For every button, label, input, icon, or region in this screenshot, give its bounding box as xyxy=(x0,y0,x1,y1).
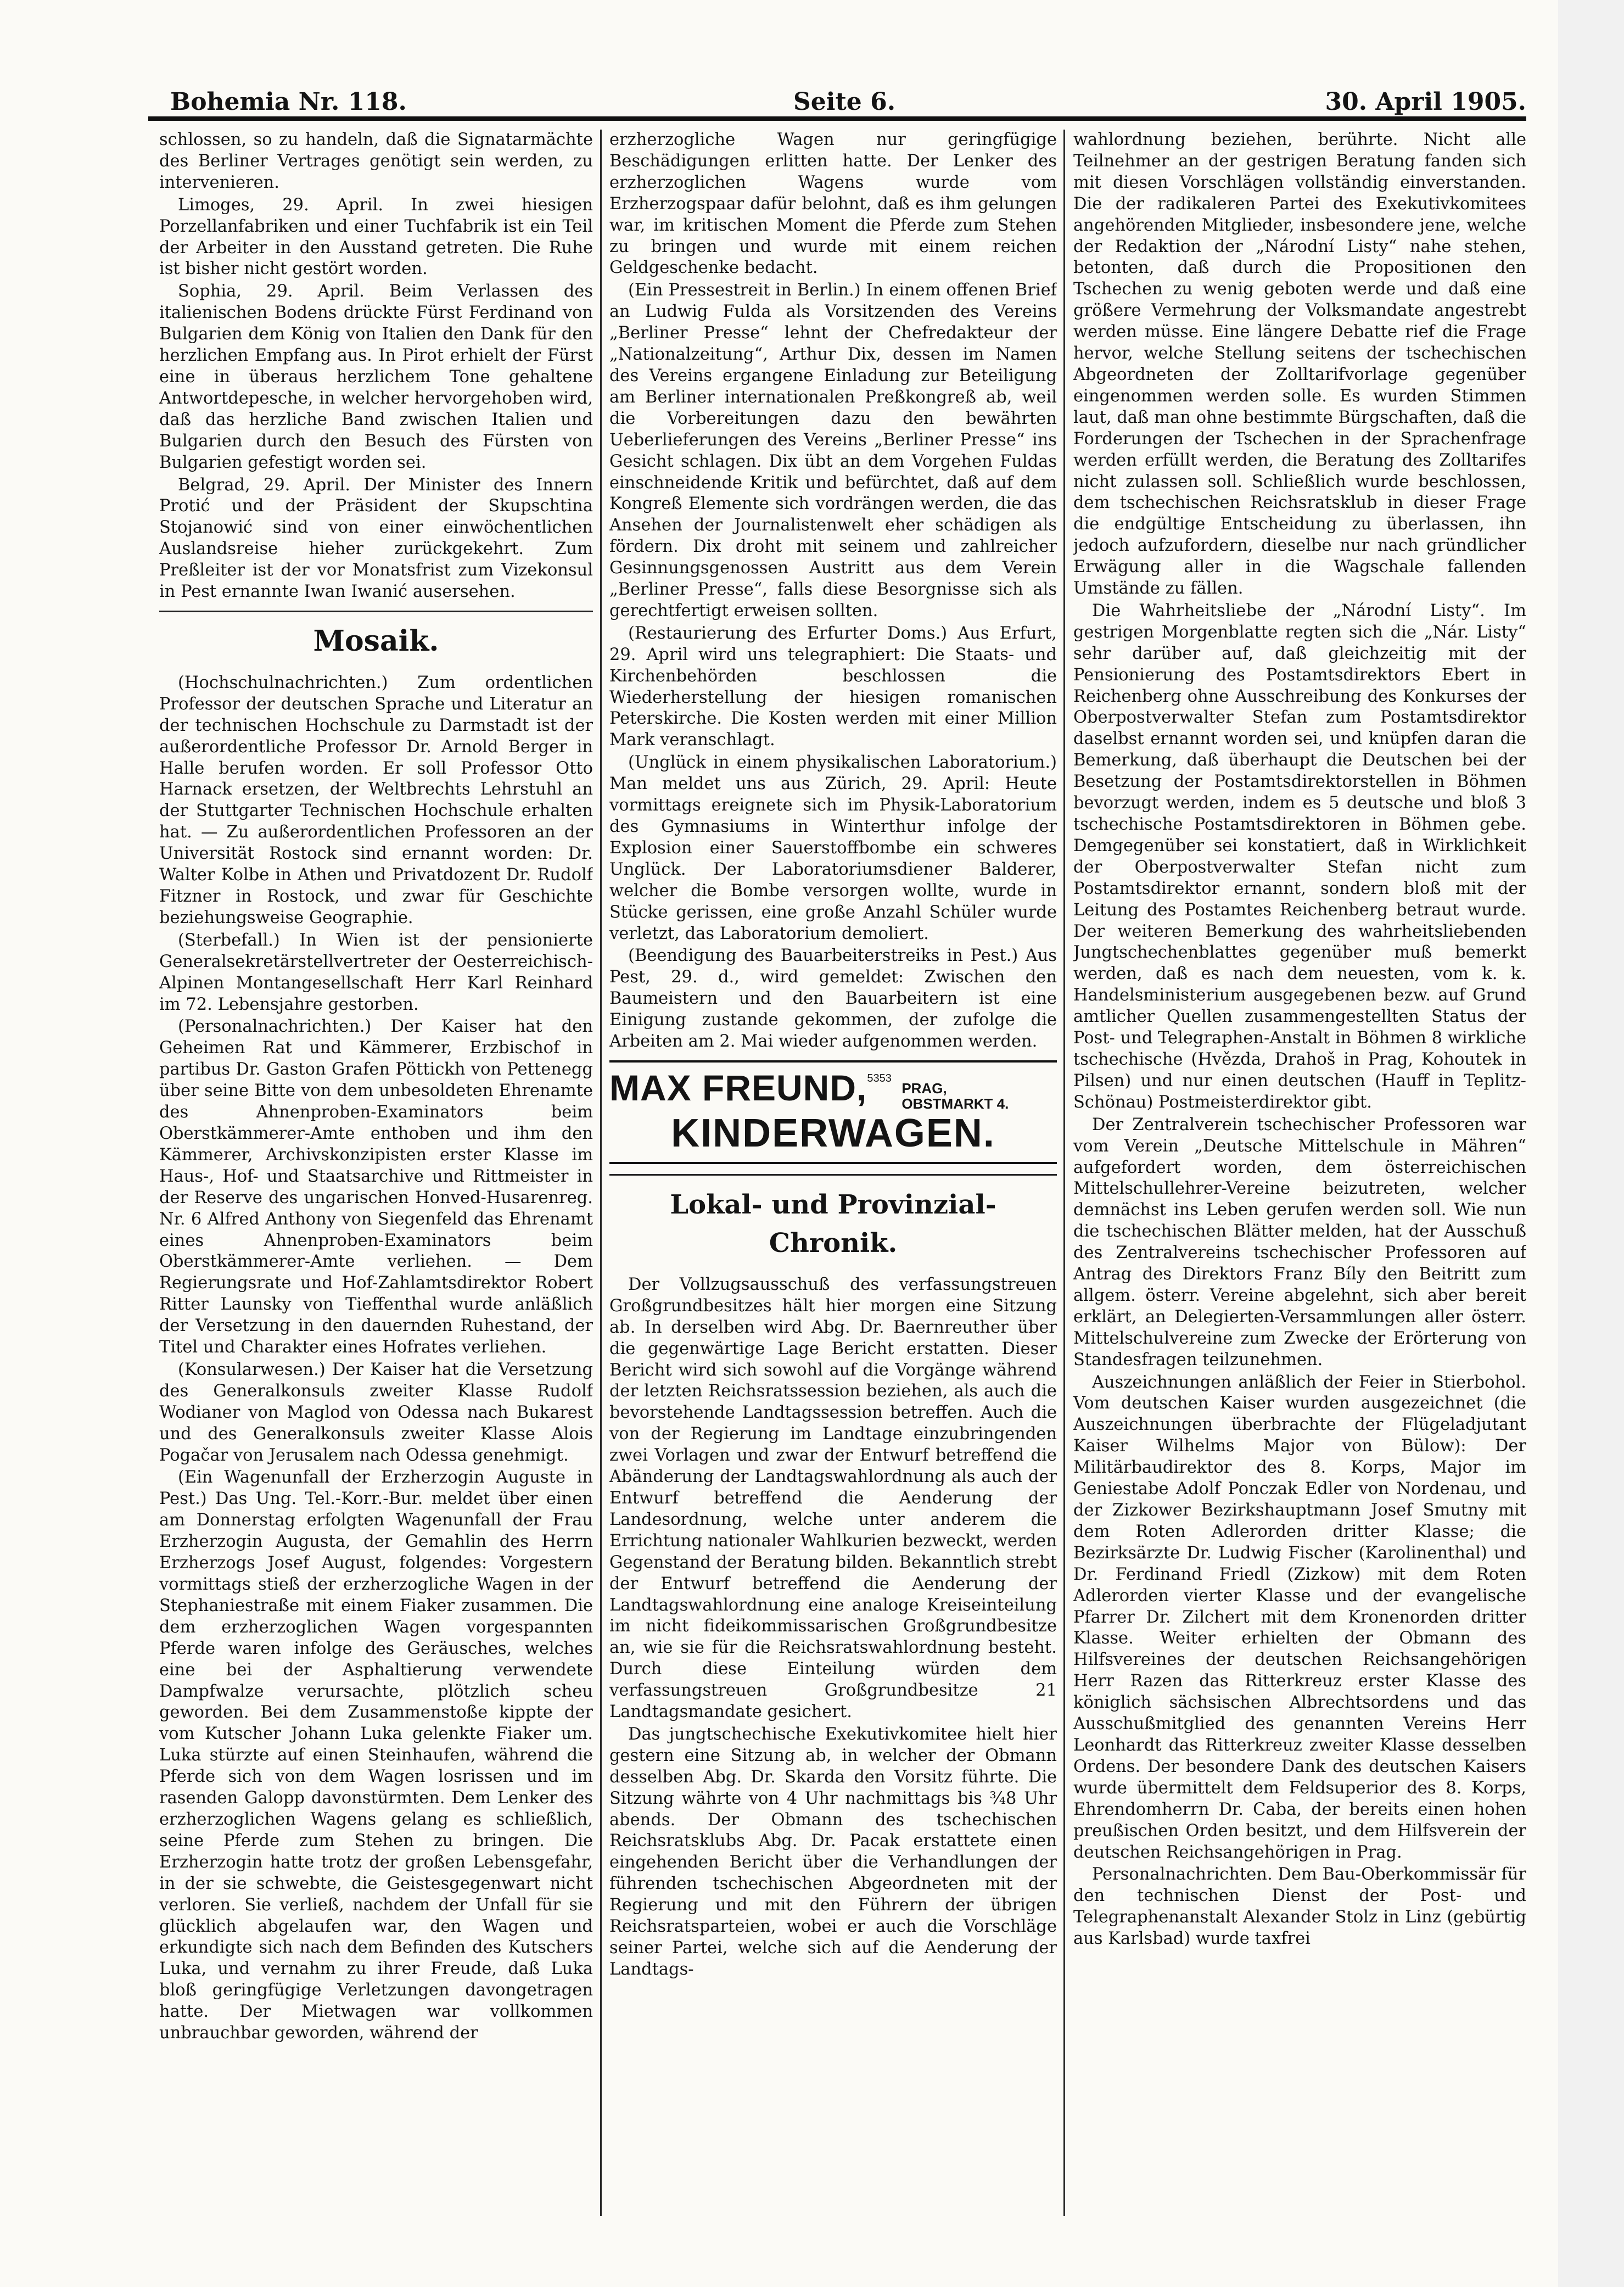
article-limoges: Limoges, 29. April. In zwei hiesigen Porzellanfabriken und einer Tuchfabrik ist ein Teil der Arbeiter in den Ausstand getreten. Die Ruhe ist bisher nicht gestört worden. xyxy=(159,195,593,279)
article-hochschulnachrichten: (Hochschulnachrichten.) Zum ordentlichen Professor der deutschen Sprache und Literatur an der technischen Hochschule zu Darmstadt ist der außerordentliche Professor Dr. Arnold Berger in Halle berufen worden. Er soll Professor Otto Harnack ersetzen, der Weltbrechts Lehrstuhl an der Stuttgarter Technischen Hochschule erhalten hat. — Zu außerordentlichen Professoren an der Universität Rostock sind ernannt worden: Dr. Walter Kolbe in Athen und Privatdozent Dr. Rudolf Fitzner in Rostock, und zwar für Geschichte beziehungsweise Geographie. xyxy=(159,673,593,927)
ad-product: KINDERWAGEN. xyxy=(671,1111,995,1155)
header-masthead: Bohemia Nr. 118. xyxy=(170,88,407,116)
ad-phone-number: 5353 xyxy=(867,1072,892,1084)
header-date: 30. April 1905. xyxy=(1325,88,1526,116)
column-1 xyxy=(159,130,593,2216)
section-title-mosaik: Mosaik. xyxy=(313,624,439,658)
article-exekutivkomitee: Das jungtschechische Exekutivkomitee hielt hier gestern eine Sitzung ab, in welcher der Obmann desselben Abg. Dr. Skarda den Vorsitz führte. Die Sitzung währte von 4 Uhr nachmittags bis ¾8 Uhr abends. Der Obmann des tschechischen Reichsratsklubs Abg. Dr. Pacak erstattete einen eingehenden Bericht über die Verhandlungen der führenden tschechischen Abgeordneten mit der Regierung und mit den Führern der übrigen Reichsratsparteien, wobei er auch die Vorschläge seiner Partei, welche sich auf die Aenderung der Landtags- xyxy=(609,1724,1057,1979)
section-divider xyxy=(609,1174,1057,1176)
advertisement xyxy=(609,1060,1057,1164)
section-divider xyxy=(159,611,593,612)
column-rule xyxy=(600,130,602,2216)
ad-address xyxy=(901,1081,1009,1111)
article-wahrheitsliebe: Die Wahrheitsliebe der „Národní Listy“. Im gestrigen Morgenblatte regten sich die „Nár. Listy“ sehr darüber auf, daß gleichzeitig mit der Pensionierung des Postamtsdirektors Ebert in Reichenberg ohne Ausschreibung des Konkurses der Oberpostverwalter Stefan zum Postamtsdirektor daselbst ernannt worden sei, und knüpfen daran die Bemerkung, daß überhaupt die Deutschen bei der Besetzung der Postamtsdirektorstellen in Böhmen bevorzugt werden, indem es 5 deutsche und bloß 3 tschechische Postamtsdirektoren in Böhmen gebe. Demgegenüber sei konstatiert, daß in Wirklichkeit der Oberpostverwalter Stefan nicht zum Postamtsdirektor ernannt, sondern bloß mit der Leitung des Postamtes Reichenberg betraut wurde. Der weiteren Bemerkung des wahrheitsliebenden Jungtschechenblattes gegenüber muß bemerkt werden, daß es nach dem neuesten, vom k. k. Handelsministerium ausgegebenen bezw. auf Grund amtlicher Quellen zusammengestellten Status der Post- und Telegraphen-Anstalt in Böhmen 8 wirkliche tschechische (Hvězda, Drahoš in Prag, Kohoutek in Pilsen) und nur einen deutschen (Hauff in Teplitz-Schönau) Postmeisterdirektor gibt. xyxy=(1073,601,1526,1112)
section-title-lokal-chronik: Lokal- und Provinzial-Chronik. xyxy=(670,1189,996,1259)
ad-street: OBSTMARKT 4. xyxy=(901,1095,1009,1112)
page-header xyxy=(148,82,1526,121)
article-konsularwesen: (Konsularwesen.) Der Kaiser hat die Versetzung des Generalkonsuls zweiter Klasse Rudolf Wodianer von Maglod von Odessa nach Bukarest und des Generalkonsuls zweiter Klasse Alois Pogačar von Jerusalem nach Odessa genehmigt. xyxy=(159,1360,593,1465)
article-laboratorium: (Unglück in einem physikalischen Laboratorium.) Man meldet uns aus Zürich, 29. April: Heute vormittags ereignete sich im Physik-Laboratorium des Gymnasiums in Winterthur infolge der Explosion einer Sauerstoffbombe ein schweres Unglück. Der Laboratoriumsdiener Balderer, welcher die Bombe versorgen wollte, wurde in Stücke gerissen, eine große Anzahl Schüler wurde verletzt, das Laboratorium demoliert. xyxy=(609,753,1057,943)
article-wagenunfall: (Ein Wagenunfall der Erzherzogin Auguste in Pest.) Das Ung. Tel.-Korr.-Bur. meldet über einen am Donnerstag erfolgten Wagenunfall der Frau Erzherzogin Augusta, der Gemahlin des Herrn Erzherzogs Josef August, folgendes: Vorgestern vormittags stieß der erzherzogliche Wagen in der Stephaniestraße mit einem Fiaker zusammen. Die dem erzherzoglichen Wagen vorgespannten Pferde waren infolge des Geräusches, welches eine bei der Asphaltierung verwendete Dampfwalze verursachte, plötzlich scheu geworden. Bei dem Zusammenstoße kippte der vom Kutscher Johann Luka gelenkte Fiaker um. Luka stürzte auf einen Steinhaufen, während die Pferde sich von dem Wagen losrissen und im rasenden Galopp davonstürmten. Dem Lenker des erzherzoglichen Wagens gelang es schließlich, seine Pferde zum Stehen zu bringen. Die Erzherzogin hatte trotz der großen Lebensgefahr, in der sie schwebte, die Geistesgegenwart nicht verloren. Sie verließ, nachdem der Unfall für sie glücklich abgelaufen war, den Wagen und erkundigte sich nach dem Befinden des Kutschers Luka, und vernahm zu ihrer Freude, daß Luka bloß geringfügige Verletzungen davongetragen hatte. Der Mietwagen war vollkommen unbrauchbar geworden, während der xyxy=(159,1468,593,2043)
article-sterbefall: (Sterbefall.) In Wien ist der pensionierte Generalsekretärstellvertreter der Oesterreichisch-Alpinen Montangesellschaft Herr Karl Reinhard im 72. Lebensjahre gestorben. xyxy=(159,930,593,1014)
article-personalnachrichten-post: Personalnachrichten. Dem Bau-Oberkommissär für den technischen Dienst der Post- und Telegraphenanstalt Alexander Stolz in Linz (gebürtig aus Karlsbad) wurde taxfrei xyxy=(1073,1865,1526,1949)
article-vollzugsausschuss: Der Vollzugsausschuß des verfassungstreuen Großgrundbesitzes hält hier morgen eine Sitzung ab. In derselben wird Abg. Dr. Baernreuther über die gegenwärtige Lage Bericht erstatten. Dieser Bericht wird sich sowohl auf die Vorgänge während der letzten Reichsratssession beziehen, als auch die bevorstehende Landtagssession betreffen. Auch die von der Regierung im Landtage einzubringenden zwei Vorlagen und zwar der Entwurf betreffend die Abänderung der Landtagswahlordnung als auch der Entwurf betreffend die Aenderung der Landesordnung, welche unter anderem die Errichtung nationaler Wahlkurien bezweckt, werden Gegenstand der Beratung bilden. Bekanntlich strebt der Entwurf betreffend die Aenderung der Landtagswahlordnung eine analoge Kreiseinteilung im nicht fideikommissarischen Großgrundbesitze an, wie sie für die Reichsratswahlordnung besteht. Durch diese Einteilung würden dem verfassungstreuen Großgrundbesitze 21 Landtagsmandate gesichert. xyxy=(609,1274,1057,1722)
column-2 xyxy=(609,130,1057,2216)
header-rule xyxy=(148,116,1526,121)
ad-city: PRAG, xyxy=(901,1080,947,1097)
article-bauarbeiterstreik: (Beendigung des Bauarbeiterstreiks in Pest.) Aus Pest, 29. d., wird gemeldet: Zwischen den Baumeistern und den Bauarbeitern ist eine Einigung zustande gekommen, der zufolge die Arbeiten am 2. Mai wieder aufgenommen werden. xyxy=(609,946,1057,1052)
column-3 xyxy=(1073,130,1526,2216)
article-erfurter-dom: (Restaurierung des Erfurter Doms.) Aus Erfurt, 29. April wird uns telegraphiert: Die Staats- und Kirchenbehörden beschlossen die Wiederherstellung der hiesigen romanischen Peterskirche. Die Kosten werden mit einer Million Mark veranschlagt. xyxy=(609,623,1057,750)
article-sophia: Sophia, 29. April. Beim Verlassen des italienischen Bodens drückte Fürst Ferdinand von Bulgarien dem König von Italien den Dank für den herzlichen Empfang aus. In Pirot erhielt der Fürst eine in überaus herzlichem Tone gehaltene Antwortdepesche, in welcher hervorgehoben wird, daß das herzliche Band zwischen Italien und Bulgarien durch den Besuch des Fürsten von Bulgarien gefestigt worden sei. xyxy=(159,282,593,472)
article-paragraph: erzherzogliche Wagen nur geringfügige Beschädigungen erlitten hatte. Der Lenker des erzherzoglichen Wagens wurde vom Erzherzogspaar dafür belohnt, daß es ihm gelungen war, im kritischen Moment die Pferde zum Stehen zu bringen und wurde mit einem reichen Geldgeschenke bedacht. xyxy=(609,130,1057,278)
header-page-number: Seite 6. xyxy=(793,88,896,116)
article-paragraph: wahlordnung beziehen, berührte. Nicht alle Teilnehmer an der gestrigen Beratung fanden sich mit diesen Vorschlägen vollständig einverstanden. Die der radikaleren Partei des Exekutivkomitees angehörenden Mitglieder, insbesondere jene, welche der Redaktion der „Národní Listy“ nahe stehen, betonten, daß durch die Propositionen den Tschechen zu wenig geboten werde und daß eine größere Vermehrung der Volksmandate angestrebt werden müsse. Eine längere Debatte rief die Frage hervor, welche Stellung seitens der tschechischen Abgeordneten der Zolltarifvorlage gegenüber eingenommen werden solle. Es wurden Stimmen laut, daß man ohne bestimmte Bürgschaften, daß die Forderungen der Tschechen in der Sprachenfrage werden erfüllt werden, die Beratung des Zolltarifes nicht zulassen soll. Schließlich wurde beschlossen, dem tschechischen Reichsratsklub in dieser Frage die endgültige Entscheidung zu überlassen, ihn jedoch aufzufordern, dieselbe nur nach gründlicher Erwägung aller in die Wagschale fallenden Umstände zu fällen. xyxy=(1073,130,1526,599)
article-personalnachrichten: (Personalnachrichten.) Der Kaiser hat den Geheimen Rat und Kämmerer, Erzbischof in partibus Dr. Gaston Grafen Pöttickh von Pettenegg über seine Bitte von dem unbesoldeten Ehrenamte des Ahnenproben-Examinators beim Oberstkämmerer-Amte enthoben und ihm den Kämmerer, Archivskonzipisten erster Klasse im Haus-, Hof- und Staatsarchive und Rittmeister in der Reserve des ungarischen Honved-Husarenreg. Nr. 6 Alfred Anthony von Siegenfeld das Ehrenamt eines Ahnenproben-Examinators beim Oberstkämmerer-Amte verliehen. — Dem Regierungsrate und Hof-Zahlamtsdirektor Robert Ritter Launsky von Tieffenthal wurde anläßlich der Versetzung in den dauernden Ruhestand, der Titel und Charakter eines Hofrates verliehen. xyxy=(159,1017,593,1357)
column-rule xyxy=(1063,130,1065,2216)
article-auszeichnungen: Auszeichnungen anläßlich der Feier in Stierbohol. Vom deutschen Kaiser wurden ausgezeichnet (die Auszeichnungen überbrachte der Flügeladjutant Kaiser Wilhelms Major von Bülow): Der Militärbaudirektor des 8. Korps, Major im Geniestabe Adolf Ponczak Edler von Nordenau, und der Zizkower Bezirkshauptmann Josef Smutny mit dem Roten Adlerorden dritter Klasse; die Bezirksärzte Dr. Ludwig Fischer (Karolinenthal) und Dr. Ferdinand Friedl (Zizkow) mit dem Roten Adlerorden vierter Klasse und der evangelische Pfarrer Dr. Zilchert mit dem Kronenorden dritter Klasse. Weiter erhielten der Obmann des Hilfsvereines der deutschen Reichsangehörigen Herr Razen das Ritterkreuz erster Klasse des königlich sächsischen Albrechtsordens und das Ausschußmitglied des genannten Vereins Herr Leonhardt das Ritterkreuz zweiter Klasse desselben Ordens. Der besondere Dank des deutschen Kaisers wurde übermittelt dem Feldsuperior des 8. Korps, Ehrendomherrn Dr. Caba, der bereits einen hohen preußischen Orden besitzt, und dem Hilfsverein der deutschen Reichsangehörigen in Prag. xyxy=(1073,1372,1526,1862)
ad-company-name: MAX FREUND, xyxy=(609,1067,867,1108)
article-paragraph: schlossen, so zu handeln, daß die Signatarmächte des Berliner Vertrages genötigt sein werden, zu intervenieren. xyxy=(159,130,593,192)
article-zentralverein: Der Zentralverein tschechischer Professoren war vom Verein „Deutsche Mittelschule in Mähren“ aufgefordert worden, dem österreichischen Mittelschullehrer-Vereine beizutreten, welcher demnächst ins Leben gerufen werden soll. Wie nun die tschechischen Blätter melden, hat der Ausschuß des Zentralvereins tschechischer Professoren auf Antrag des Direktors Franz Bíly den Beitritt zum allgem. österr. Vereine abgelehnt, sich aber bereit erklärt, an Delegierten-Versammlungen aller österr. Mittelschulvereine zum Zwecke der Erörterung von Standesfragen teilzunehmen. xyxy=(1073,1115,1526,1369)
article-belgrad: Belgrad, 29. April. Der Minister des Innern Protić und der Präsident der Skupschtina Stojanowić sind von einer einwöchentlichen Auslandsreise hieher zurückgekehrt. Zum Preßleiter ist der vor Monatsfrist zum Vizekonsul in Pest ernannte Iwan Iwanić ausersehen. xyxy=(159,475,593,602)
article-pressestreit: (Ein Pressestreit in Berlin.) In einem offenen Brief an Ludwig Fulda als Vorsitzenden des Vereins „Berliner Presse“ lehnt der Chefredakteur der „Nationalzeitung“, Arthur Dix, dessen im Namen des Vereins ergangene Einladung zur Beteiligung am Berliner internationalen Preßkongreß ab, weil die Vorbereitungen dazu den bewährten Ueberlieferungen des Vereins „Berliner Presse“ ins Gesicht schlagen. Dix übt an dem Vorgehen Fuldas einschneidende Kritik und befürchtet, daß auf dem Kongreß Elemente sich vordrängen werden, die das Ansehen der Journalistenwelt eher schädigen als fördern. Dix droht mit seinem und zahlreicher Gesinnungsgenossen Austritt aus dem Verein „Berliner Presse“, falls diese Besorgnisse sich als gerechtfertigt erweisen sollten. xyxy=(609,281,1057,620)
page-edge xyxy=(1558,0,1624,2287)
